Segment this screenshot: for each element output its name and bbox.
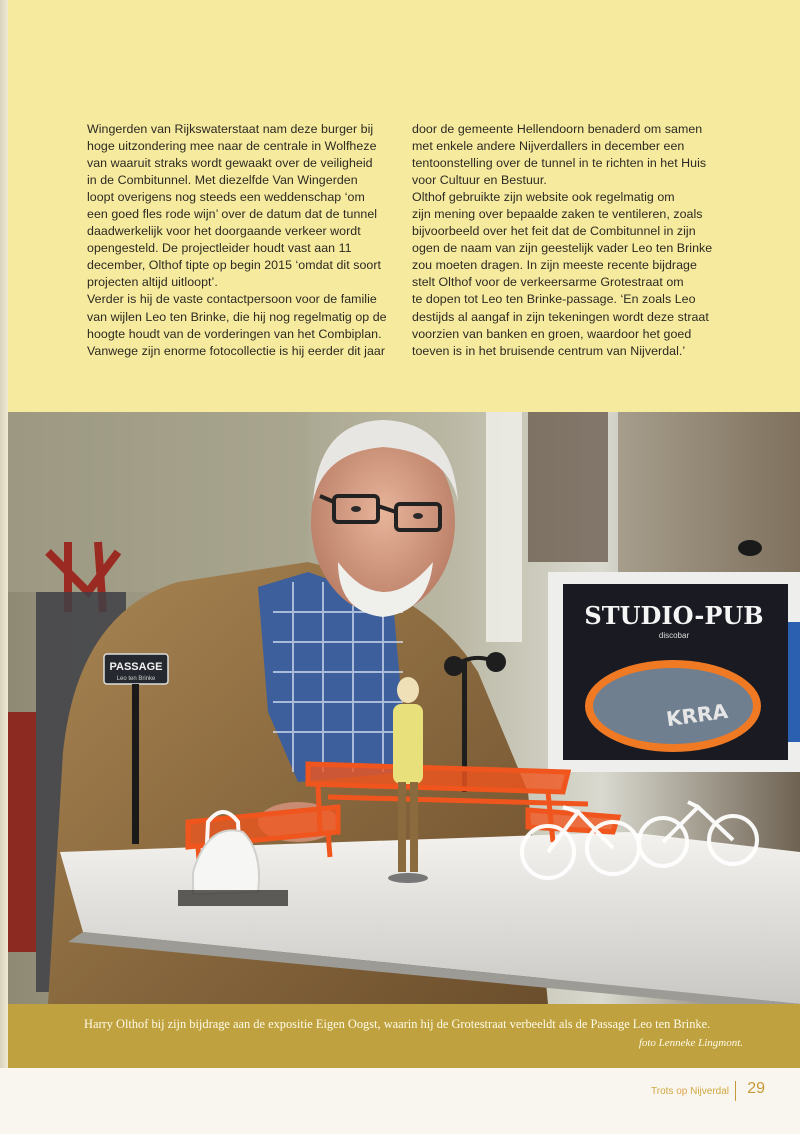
krra-text: KRRA — [664, 698, 730, 732]
brand-part-3: Nijverdal — [687, 1086, 729, 1097]
portrait-photo — [8, 412, 800, 1004]
article-line: voor Cultuur en Bestuur. — [412, 173, 547, 188]
article-line: loopt overigens nog steeds een weddenschap ‘om — [87, 190, 365, 205]
photo-credit: foto Lenneke Lingmont. — [638, 1037, 743, 1049]
page-number: 29 — [747, 1080, 765, 1097]
binding-edge — [0, 0, 8, 1134]
article-line: ogen de naam van zijn geestelijk vader Leo ten Brinke — [412, 241, 713, 256]
article-line: tentoonstelling over de tunnel in te richten in het Huis — [412, 156, 707, 171]
article-line: toeven is in het bruisende centrum van Nijverdal.’ — [412, 343, 686, 358]
article-line: opengesteld. De projectleider houdt vast aan 11 — [87, 241, 352, 256]
article-column-right — [412, 121, 737, 360]
article-line: destijds al aangaf in zijn tekeningen wordt deze straat — [412, 309, 709, 324]
article-line: Verder is hij de vaste contactpersoon voor de familie — [87, 292, 377, 307]
article-line: zijn mening over bepaalde zaken te ventileren, zoals — [412, 207, 703, 222]
article-line: projecten altijd uitloopt’. — [87, 275, 218, 290]
article-line: hoogte houdt van de vorderingen van het Combiplan. — [87, 326, 382, 341]
studio-pub-subtitle: discobar — [658, 631, 690, 640]
caption-bar — [8, 1004, 800, 1068]
article-line: van waaruit straks wordt gewaakt over de veiligheid — [87, 156, 373, 171]
brand-part-2: op — [676, 1086, 688, 1097]
fire-extinguisher — [8, 712, 36, 952]
brand-part-1: Trots — [651, 1086, 677, 1097]
article-line: Olthof gebruikte zijn website ook regelmatig om — [412, 190, 675, 205]
passage-sign-subtext: Leo ten Brinke — [116, 676, 156, 682]
article-line: december, Olthof tipte op begin 2015 ‘omdat dit soort — [87, 258, 382, 273]
article-line: van wijlen Leo ten Brinke, die hij nog regelmatig op de — [87, 309, 387, 324]
figurine-body — [393, 704, 423, 784]
passage-sign-text: PASSAGE — [109, 661, 163, 673]
article-column-left — [87, 121, 407, 360]
article-line: een goed fles rode wijn’ over de datum dat de tunnel — [87, 207, 378, 222]
article-line: door de gemeente Hellendoorn benaderd om samen — [412, 122, 703, 136]
article-line: te dopen tot Leo ten Brinke-passage. ‘En zoals Leo — [412, 292, 696, 307]
article-line: met enkele andere Nijverdallers in december een — [412, 139, 685, 154]
article-line: stelt Olthof voor de verkeersarme Grotestraat om — [412, 275, 684, 290]
article-line: daadwerkelijk voor het doorgaande verkeer wordt — [87, 224, 361, 239]
sign-post — [132, 684, 139, 844]
article-line: in de Combitunnel. Met diezelfde Van Wingerden — [87, 173, 358, 188]
photo-caption: Harry Olthof bij zijn bijdrage aan de expositie Eigen Oogst, waarin hij de Grotestraat verbeeldt als de Passage Leo ten Brinke. — [84, 1017, 711, 1031]
article-line: hoge uitzondering mee naar de centrale in Wolfheze — [87, 139, 377, 154]
article-line: zou moeten dragen. In zijn meeste recente bijdrage — [412, 258, 697, 273]
figurine-head — [397, 677, 419, 703]
page-footer — [0, 1068, 800, 1134]
article-line: voorzien van banken en groen, waardoor het goed — [412, 326, 692, 341]
article-line: bijvoorbeeld over het feit dat de Combitunnel in zijn — [412, 224, 696, 239]
bird-figure — [738, 540, 762, 556]
magazine-name — [651, 1086, 729, 1097]
footer-divider — [735, 1081, 736, 1101]
article-line: Wingerden van Rijkswaterstaat nam deze burger bij — [87, 122, 374, 136]
studio-pub-title: STUDIO-PUB — [584, 601, 764, 630]
article-line: Vanwege zijn enorme fotocollectie is hij eerder dit jaar — [87, 343, 386, 358]
